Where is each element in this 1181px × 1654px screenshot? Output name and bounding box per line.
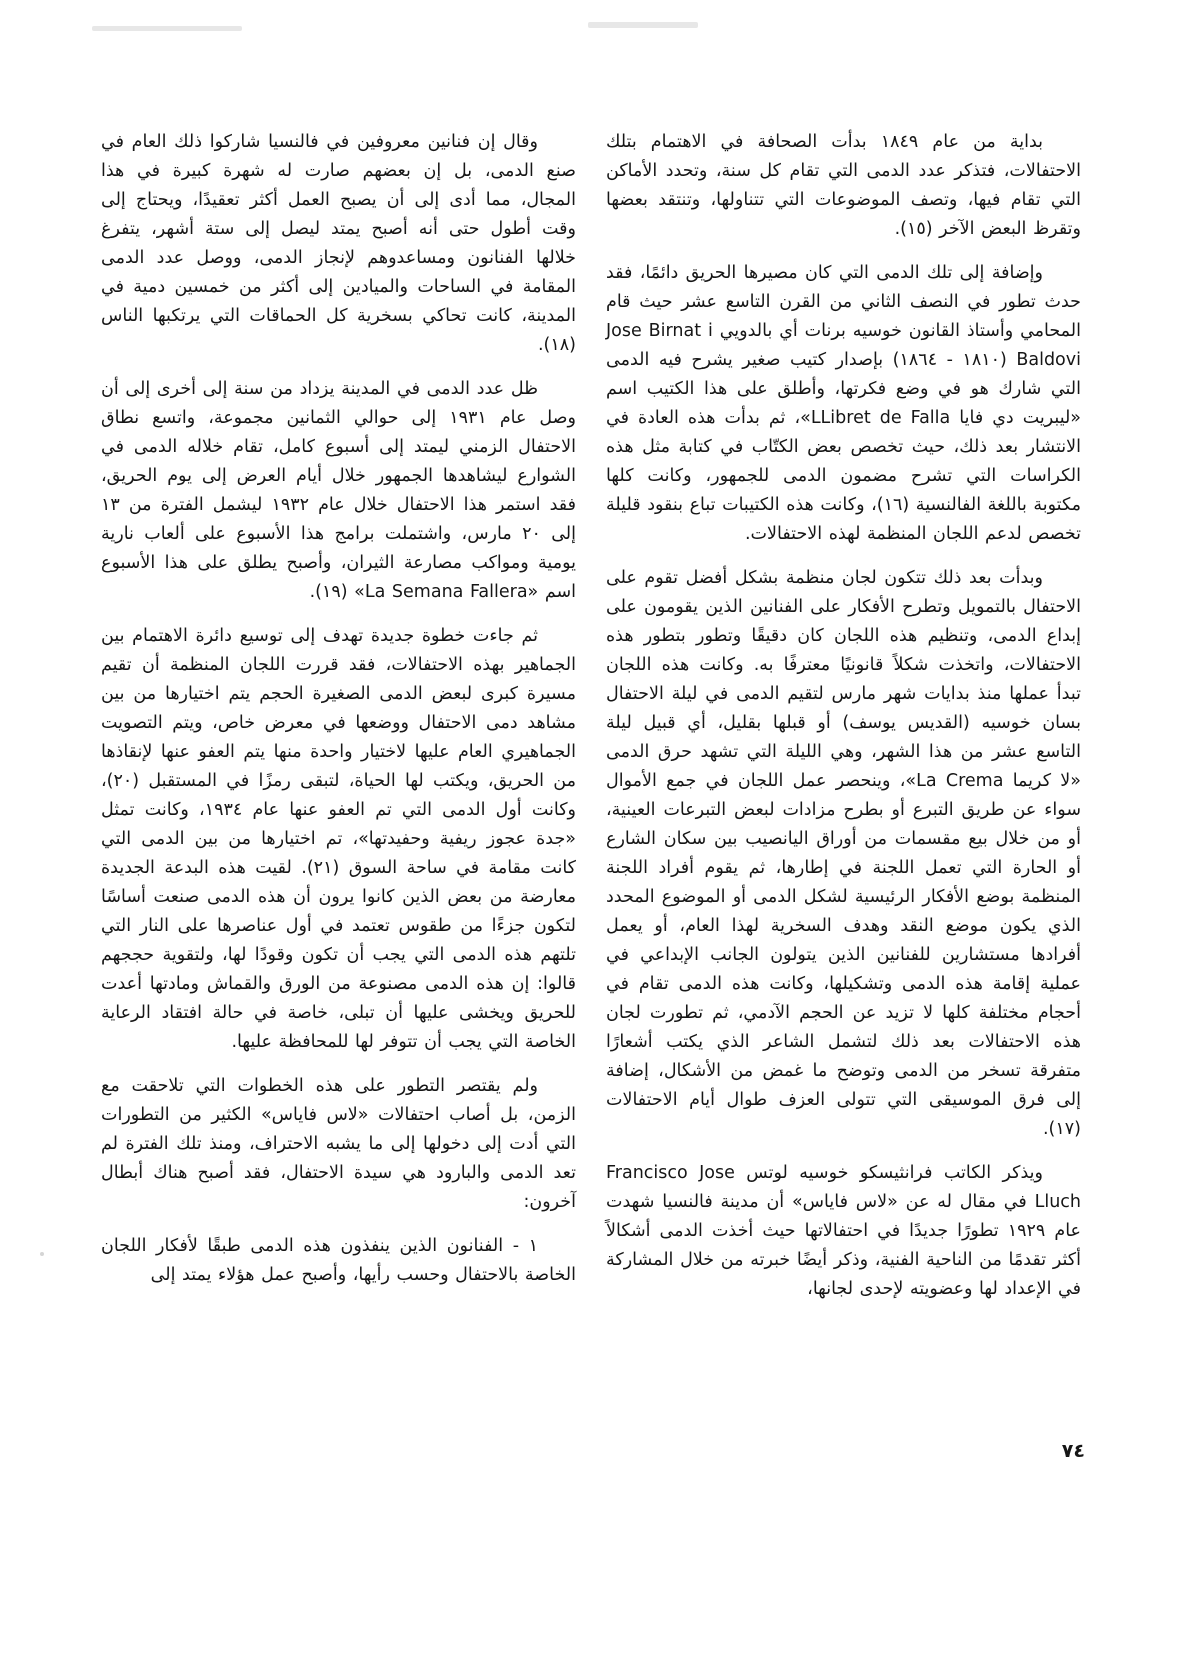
- paragraph-left-3: ثم جاءت خطوة جديدة تهدف إلى توسيع دائرة الاهتمام بين الجماهير بهذه الاحتفالات، فقد قررت اللجان المنظمة أن تقيم مسيرة كبرى لبعض الدمى الصغيرة الحجم يتم اختيارها من بين مشاهد دمى الاحتفال ووضعها في معرض خاص، ويتم التصويت الجماهيري العام عليها لاختيار واحدة منها يتم العفو عنها لإنقاذها من الحريق، ويكتب لها الحياة، لتبقى رمزًا في المستقبل (٢٠)، وكانت أول الدمى التي تم العفو عنها عام ١٩٣٤، وكانت تمثل «جدة عجوز ريفية وحفيدتها»، تم اختيارها من بين الدمى التي كانت مقامة في ساحة السوق (٢١). لقيت هذه البدعة الجديدة معارضة من بعض الذين كانوا يرون أن هذه الدمى صنعت أساسًا لتكون جزءًا من طقوس تعتمد في أول عناصرها على النار التي تلتهم هذه الدمى التي يجب أن تكون وقودًا لها، ولتقوية حججهم قالوا: إن هذه الدمى مصنوعة من الورق والقماش ومادتها أعدت للحريق ويخشى عليها أن تبلى، خاصة في حالة افتقاد الرعاية الخاصة التي يجب أن تتوفر لها للمحافظة عليها.: [101, 626, 576, 1052]
- scan-artifact: [92, 26, 242, 31]
- text-columns: [100, 128, 1081, 1319]
- right-column: [606, 128, 1081, 1319]
- paragraph-right-2: وإضافة إلى تلك الدمى التي كان مصيرها الحريق دائمًا، فقد حدث تطور في النصف الثاني من القرن التاسع عشر حيث قام المحامي وأستاذ القانون خوسيه برنات أي بالدويي Jose Birnat i Baldovi (١٨١٠ - ١٨٦٤) بإصدار كتيب صغير يشرح فيه الدمى التي شارك هو في وضع فكرتها، وأطلق على هذا الكتيب اسم «ليبريت دي فايا LLibret de Falla»، ثم بدأت هذه العادة في الانتشار بعد ذلك، حيث تخصص بعض الكتّاب في كتابة مثل هذه الكراسات التي تشرح مضمون الدمى للجمهور، وكانت كلها مكتوبة باللغة الفالنسية (١٦)، وكانت هذه الكتيبات تباع بنقود قليلة تخصص لدعم اللجان المنظمة لهذه الاحتفالات.: [606, 263, 1082, 544]
- paragraph-left-4: ولم يقتصر التطور على هذه الخطوات التي تلاحقت مع الزمن، بل أصاب احتفالات «لاس فاياس» الكثير من التطورات التي أدت إلى دخولها إلى ما يشبه الاحتراف، ومنذ تلك الفترة لم تعد الدمى والبارود هي سيدة الاحتفال، فقد أصبح هناك أبطال آخرون:: [101, 1076, 576, 1212]
- left-column: [101, 128, 576, 1319]
- paragraph-right-1: بداية من عام ١٨٤٩ بدأت الصحافة في الاهتمام بتلك الاحتفالات، فتذكر عدد الدمى التي تقام كل سنة، وتحدد الأماكن التي تقام فيها، وتصف الموضوعات التي تتناولها، وتنتقد بعضها وتقرظ البعض الآخر (١٥).: [606, 132, 1081, 239]
- scan-artifact: [588, 22, 698, 28]
- paragraph-right-3: وبدأت بعد ذلك تتكون لجان منظمة بشكل أفضل تقوم على الاحتفال بالتمويل وتطرح الأفكار على الفنانين الذين يقومون على إبداع الدمى، وتنظيم هذه اللجان كان دقيقًا وتطور بتطور هذه الاحتفالات، واتخذت شكلاً قانونيًا معترفًا به. وكانت هذه اللجان تبدأ عملها منذ بدايات شهر مارس لتقيم الدمى في ليلة الاحتفال بسان خوسيه (القديس يوسف) أو قبلها بقليل، أي قبيل ليلة التاسع عشر من هذا الشهر، وهي الليلة التي تشهد حرق الدمى «لا كريما La Crema»، وينحصر عمل اللجان في جمع الأموال سواء عن طريق التبرع أو بطرح مزادات لبعض التبرعات العينية، أو من خلال بيع مقسمات من أوراق اليانصيب بين سكان الشارع أو الحارة التي تعمل اللجنة في إطارها، ثم يقوم أفراد اللجنة المنظمة بوضع الأفكار الرئيسية لشكل الدمى أو الموضوع المحدد الذي يكون موضع النقد وهدف السخرية لهذا العام، أو يعمل أفرادها مستشارين للفنانين الذين يتولون الجانب الإبداعي في عملية إقامة هذه الدمى وتشكيلها، وكانت هذه الدمى تقام في أحجام مختلفة كلها لا تزيد عن الحجم الآدمي، ثم تطورت لجان هذه الاحتفالات بعد ذلك لتشمل الشاعر الذي يكتب أشعارًا متفرقة تسخر من الدمى وتوضح ما غمض من الأشكال، إضافة إلى فرق الموسيقى التي تتولى العزف طوال أيام الاحتفالات (١٧).: [606, 568, 1081, 1139]
- paragraph-right-4: ويذكر الكاتب فرانثيسكو خوسيه لوتس Francisco Jose Lluch في مقال له عن «لاس فاياس» أن مدينة فالنسيا شهدت عام ١٩٢٩ تطورًا جديدًا في احتفالاتها حيث أخذت الدمى أشكالاً أكثر تقدمًا من الناحية الفنية، وذكر أيضًا خبرته من خلال المشاركة في الإعداد لها وعضويته لإحدى لجانها،: [606, 1163, 1081, 1299]
- paragraph-left-5: ١ - الفنانون الذين ينفذون هذه الدمى طبقًا لأفكار اللجان الخاصة بالاحتفال وحسب رأيها، وأصبح عمل هؤلاء يمتد إلى: [101, 1236, 576, 1285]
- paragraph-left-1: وقال إن فنانين معروفين في فالنسيا شاركوا ذلك العام في صنع الدمى، بل إن بعضهم صارت له شهرة كبيرة في هذا المجال، مما أدى إلى أن يصبح العمل أكثر تعقيدًا، ويحتاج إلى وقت أطول حتى أنه أصبح يمتد ليصل إلى ستة أشهر، يتفرغ خلالها الفنانون ومساعدوهم لإنجاز الدمى، ووصل عدد الدمى المقامة في الساحات والميادين إلى أكثر من خمسين دمية في المدينة، كانت تحاكي بسخرية كل الحماقات التي يرتكبها الناس (١٨).: [101, 132, 576, 355]
- paragraph-left-2: ظل عدد الدمى في المدينة يزداد من سنة إلى أخرى إلى أن وصل عام ١٩٣١ إلى حوالي الثمانين مجموعة، واتسع نطاق الاحتفال الزمني ليمتد إلى أسبوع كامل، تقام خلاله الدمى في الشوارع ليشاهدها الجمهور خلال أيام العرض إلى يوم الحريق، فقد استمر هذا الاحتفال خلال عام ١٩٣٢ ليشمل الفترة من ١٣ إلى ٢٠ مارس، واشتملت برامج هذا الأسبوع على ألعاب نارية يومية ومواكب مصارعة الثيران، وأصبح يطلق على هذا الأسبوع اسم «La Semana Fallera» (١٩).: [101, 379, 577, 602]
- page-number: ٧٤: [1061, 1440, 1085, 1462]
- scan-artifact: [40, 1252, 44, 1256]
